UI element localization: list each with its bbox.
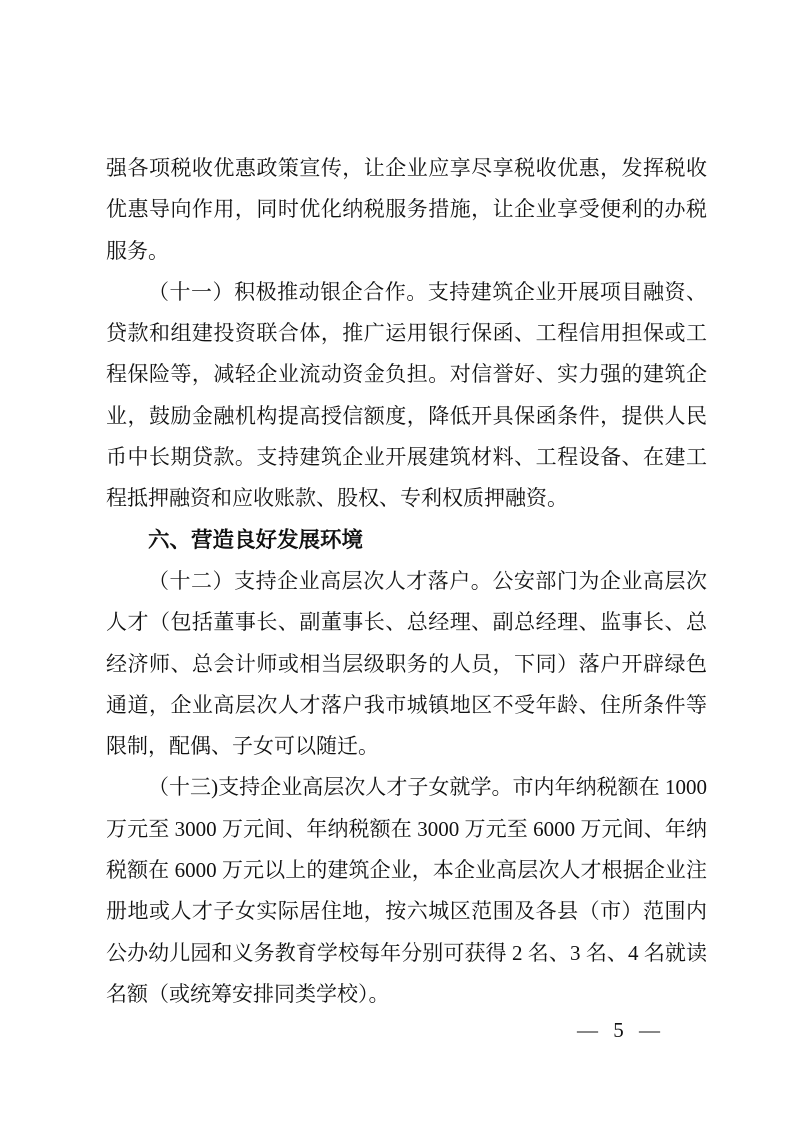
text-line: 优惠导向作用，同时优化纳税服务措施，让企业享受便利的办税 [106,197,707,222]
text-line: 名额（或统筹安排同类学校）。 [106,981,390,1006]
text-line: 程保险等，减轻企业流动资金负担。对信誉好、实力强的建筑企 [106,362,707,387]
text-line: 人才（包括董事长、副董事长、总经理、副总经理、监事长、总 [106,610,707,635]
text-line: 公办幼儿园和义务教育学校每年分别可获得 2 名、3 名、4 名就读 [106,940,707,965]
text-line: （十三)支持企业高层次人才子女就学。市内年纳税额在 1000 [148,775,707,800]
text-line: 通道，企业高层次人才落户我市城镇地区不受年龄、住所条件等 [106,692,707,717]
text-line: 强各项税收优惠政策宣传，让企业应享尽享税收优惠，发挥税收 [106,156,707,180]
text-line: （十一）积极推动银企合作。支持建筑企业开展项目融资、 [148,279,707,304]
text-line: 程抵押融资和应收账款、股权、专利权质押融资。 [106,486,568,511]
page-number: — 5 — [577,1018,665,1042]
text-line: 服务。 [106,238,169,263]
section-heading: 六、营造良好发展环境 [148,527,364,552]
text-line: 贷款和组建投资联合体，推广运用银行保函、工程信用担保或工 [106,321,707,346]
text-line: （十二）支持企业高层次人才落户。公安部门为企业高层次 [148,568,707,593]
text-line: 册地或人才子女实际居住地，按六城区范围及各县（市）范围内 [106,899,707,924]
text-block [106,148,707,1015]
text-line: 限制，配偶、子女可以随迁。 [106,734,379,759]
text-line: 经济师、总会计师或相当层级职务的人员，下同）落户开辟绿色 [106,651,707,676]
text-line: 万元至 3000 万元间、年纳税额在 3000 万元至 6000 万元间、年纳 [106,816,707,841]
text-line: 币中长期贷款。支持建筑企业开展建筑材料、工程设备、在建工 [106,445,707,470]
text-line: 税额在 6000 万元以上的建筑企业，本企业高层次人才根据企业注 [106,858,707,883]
text-line: 业，鼓励金融机构提高授信额度，降低开具保函条件，提供人民 [106,403,707,428]
